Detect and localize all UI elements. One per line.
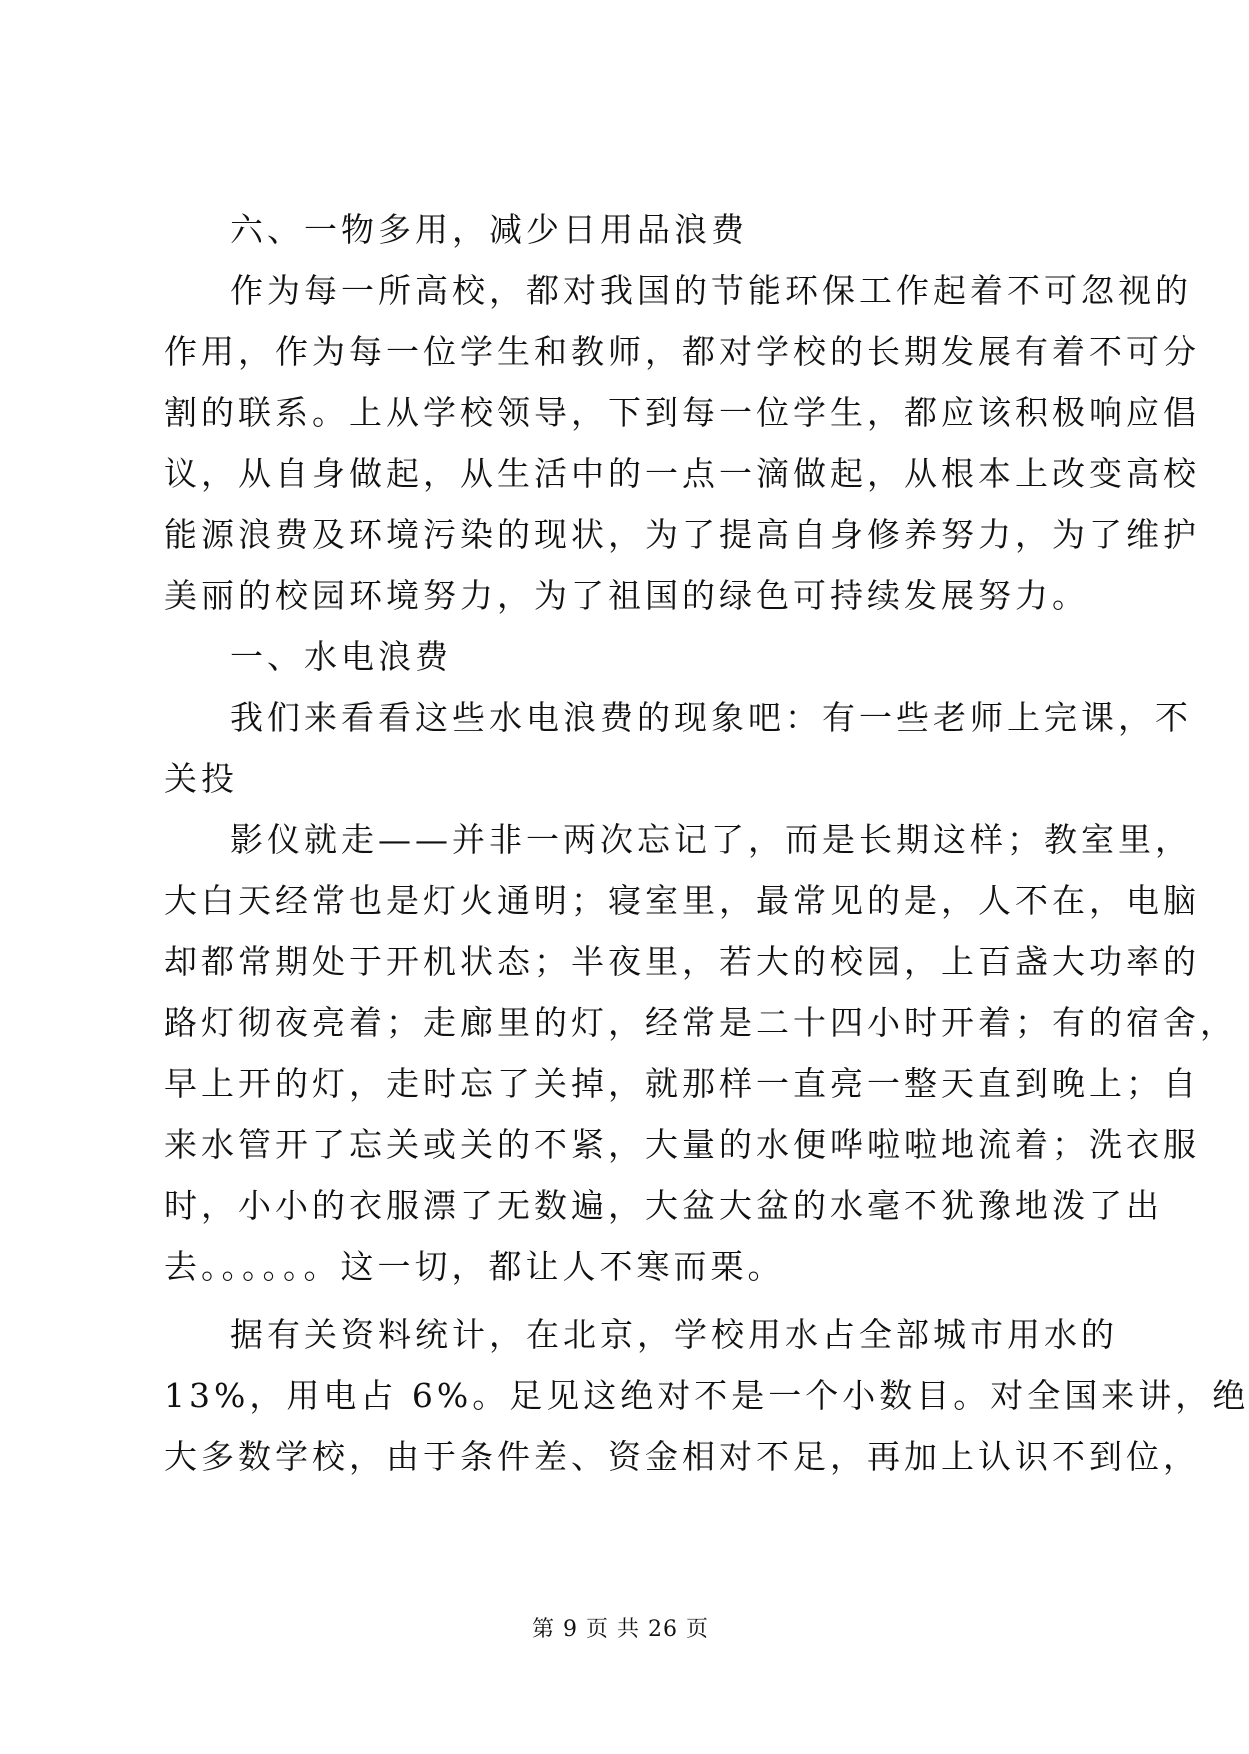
paragraph-line: 13%，用电占 6%。足见这绝对不是一个小数目。对全国来讲，绝 — [164, 1376, 1249, 1415]
paragraph-line: 却都常期处于开机状态；半夜里，若大的校园，上百盏大功率的 — [164, 942, 1200, 981]
paragraph-line: 来水管开了忘关或关的不紧，大量的水便哗啦啦地流着；洗衣服 — [164, 1125, 1200, 1164]
paragraph-line: 作为每一所高校，都对我国的节能环保工作起着不可忽视的 — [230, 271, 1192, 310]
page-number-footer: 第 9 页 共 26 页 — [532, 1617, 709, 1642]
paragraph-line: 大多数学校，由于条件差、资金相对不足，再加上认识不到位， — [164, 1437, 1200, 1476]
paragraph-line: 关投 — [164, 759, 238, 798]
paragraph-line: 我们来看看这些水电浪费的现象吧：有一些老师上完课，不 — [230, 698, 1192, 737]
paragraph-line: 割的联系。上从学校领导，下到每一位学生，都应该积极响应倡 — [164, 393, 1200, 432]
paragraph-line: 能源浪费及环境污染的现状，为了提高自身修养努力，为了维护 — [164, 515, 1200, 554]
paragraph-line: 美丽的校园环境努力，为了祖国的绿色可持续发展努力。 — [164, 576, 1089, 615]
paragraph-line: 大白天经常也是灯火通明；寝室里，最常见的是，人不在，电脑 — [164, 881, 1200, 920]
paragraph-line: 影仪就走——并非一两次忘记了，而是长期这样；教室里， — [230, 820, 1192, 859]
section-heading: 六、一物多用，减少日用品浪费 — [230, 210, 748, 249]
paragraph-line: 去。。。。。。这一切，都让人不寒而栗。 — [164, 1247, 785, 1286]
paragraph-line: 作用，作为每一位学生和教师，都对学校的长期发展有着不可分 — [164, 332, 1200, 371]
paragraph-line: 议，从自身做起，从生活中的一点一滴做起，从根本上改变高校 — [164, 454, 1200, 493]
paragraph-line: 据有关资料统计，在北京，学校用水占全部城市用水的 — [230, 1315, 1118, 1354]
paragraph-line: 路灯彻夜亮着；走廊里的灯，经常是二十四小时开着；有的宿舍， — [164, 1003, 1237, 1042]
paragraph-line: 时，小小的衣服漂了无数遍，大盆大盆的水毫不犹豫地泼了出 — [164, 1186, 1163, 1225]
paragraph-line: 早上开的灯，走时忘了关掉，就那样一直亮一整天直到晚上；自 — [164, 1064, 1200, 1103]
section-heading: 一、水电浪费 — [230, 637, 452, 676]
